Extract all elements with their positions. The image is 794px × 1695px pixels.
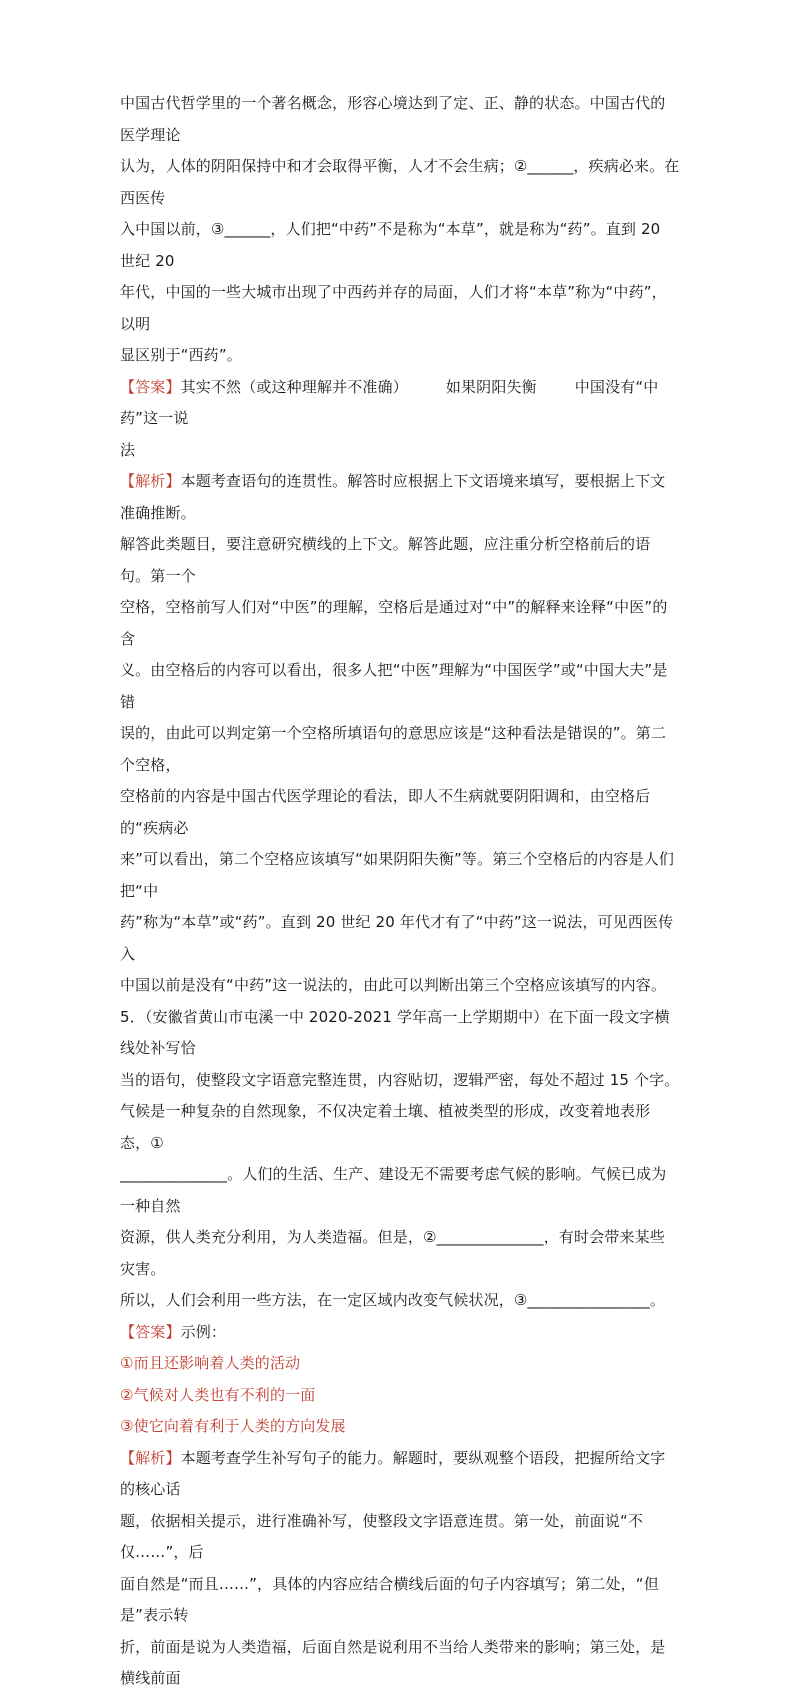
analysis-line: 题，依据相关提示，进行准确补写，使整段文字语意连贯。第一处，前面说“不仅……”，后 bbox=[120, 1511, 644, 1561]
analysis-line: 解答此类题目，要注意研究横线的上下文。解答此题，应注重分析空格前后的语句。第一个 bbox=[120, 535, 651, 585]
analysis-line: 空格前的内容是中国古代医学理论的看法，即人不生病就要阴阳调和，由空格后的“疾病必 bbox=[120, 787, 651, 837]
document-page bbox=[120, 88, 680, 1695]
answer-line bbox=[120, 1317, 680, 1349]
analysis-text: 本题考查语句的连贯性。解答时应根据上下文语境来填写，要根据上下文准确推断。 bbox=[120, 472, 666, 522]
passage-line: 显区别于“西药”。 bbox=[120, 346, 242, 364]
answer-block-1 bbox=[120, 372, 680, 467]
analysis-line: 误的，由此可以判定第一个空格所填语句的意思应该是“这种看法是错误的”。第二个空格， bbox=[120, 724, 667, 774]
passage-section-1 bbox=[120, 88, 680, 372]
answer-item: ①而且还影响着人类的活动 bbox=[120, 1354, 301, 1372]
passage-line: 中国古代哲学里的一个著名概念，形容心境达到了定、正、静的状态。中国古代的医学理论 bbox=[120, 94, 666, 144]
analysis-line: 折，前面是说为人类造福，后面自然是说利用不当给人类带来的影响；第三处，是横线前面 bbox=[120, 1637, 666, 1687]
answer-line bbox=[120, 372, 680, 435]
analysis-line: 面自然是“而且……”，具体的内容应结合横线后面的句子内容填写；第二处，“但是”表示转 bbox=[120, 1574, 659, 1624]
analysis-line: 药”称为“本草”或“药”。直到 20 世纪 20 年代才有了“中药”这一说法，可见西医传入 bbox=[120, 913, 674, 963]
analysis-line bbox=[120, 1443, 680, 1506]
answer-part: 中国没有“中药”这一说 bbox=[120, 377, 659, 427]
answer-tag: 【答案】 bbox=[120, 377, 181, 396]
analysis-text: 本题考查学生补写句子的能力。解题时，要纵观整个语段，把握所给文字的核心话 bbox=[120, 1448, 666, 1498]
question-line: 资源，供人类充分利用，为人类造福。但是，②______________，有时会带来某些灾害。 bbox=[120, 1228, 665, 1278]
answer-item: ②气候对人类也有不利的一面 bbox=[120, 1385, 316, 1404]
question-line: 气候是一种复杂的自然现象，不仅决定着土壤、植被类型的形成，改变着地表形态，① bbox=[120, 1102, 651, 1152]
analysis-line bbox=[120, 466, 680, 529]
answer-tag: 【答案】 bbox=[120, 1322, 181, 1341]
analysis-tag: 【解析】 bbox=[120, 472, 181, 490]
answer-part: 其实不然（或这种理解并不准确） bbox=[180, 377, 408, 396]
analysis-line: 中国以前是没有“中药”这一说法的，由此可以判断出第三个空格应该填写的内容。 bbox=[120, 976, 667, 994]
question-line: 5．（安徽省黄山市屯溪一中 2020-2021 学年高一上学期期中）在下面一段文字横线处补写恰 bbox=[120, 1007, 670, 1057]
analysis-block-5 bbox=[120, 1443, 680, 1695]
analysis-line: 空格，空格前写人们对“中医”的理解，空格后是通过对“中”的解释来诠释“中医”的含 bbox=[120, 598, 668, 648]
passage-line: 认为，人体的阴阳保持中和才会取得平衡，人才不会生病；②______，疾病必来。在西医传 bbox=[120, 157, 680, 207]
question-line: 所以，人们会利用一些方法，在一定区域内改变气候状况，③________________。 bbox=[120, 1291, 666, 1309]
analysis-line: 义。由空格后的内容可以看出，很多人把“中医”理解为“中国医学”或“中国大夫”是错 bbox=[120, 661, 668, 711]
passage-line: 入中国以前，③______，人们把“中药”不是称为“本草”，就是称为“药”。直到 20 世纪 20 bbox=[120, 220, 661, 270]
analysis-tag: 【解析】 bbox=[120, 1448, 181, 1467]
analysis-block-1 bbox=[120, 466, 680, 1002]
question-line: ______________。人们的生活、生产、建设无不需要考虑气候的影响。气候已成为一种自然 bbox=[120, 1165, 667, 1215]
question-5 bbox=[120, 1002, 680, 1317]
analysis-line: 来”可以看出，第二个空格应该填写“如果阴阳失衡”等。第三个空格后的内容是人们把“中 bbox=[120, 850, 675, 900]
answer-part: 如果阴阳失衡 bbox=[445, 377, 537, 396]
answer-block-5 bbox=[120, 1317, 680, 1443]
question-line: 当的语句，使整段文字语意完整连贯，内容贴切，逻辑严密，每处不超过 15 个字。 bbox=[120, 1070, 680, 1089]
passage-line: 年代，中国的一些大城市出现了中西药并存的局面，人们才将“本草”称为“中药”，以明 bbox=[120, 283, 667, 333]
answer-intro: 示例： bbox=[180, 1322, 227, 1341]
answer-item: ③使它向着有利于人类的方向发展 bbox=[120, 1417, 346, 1435]
answer-line: 法 bbox=[120, 440, 136, 459]
